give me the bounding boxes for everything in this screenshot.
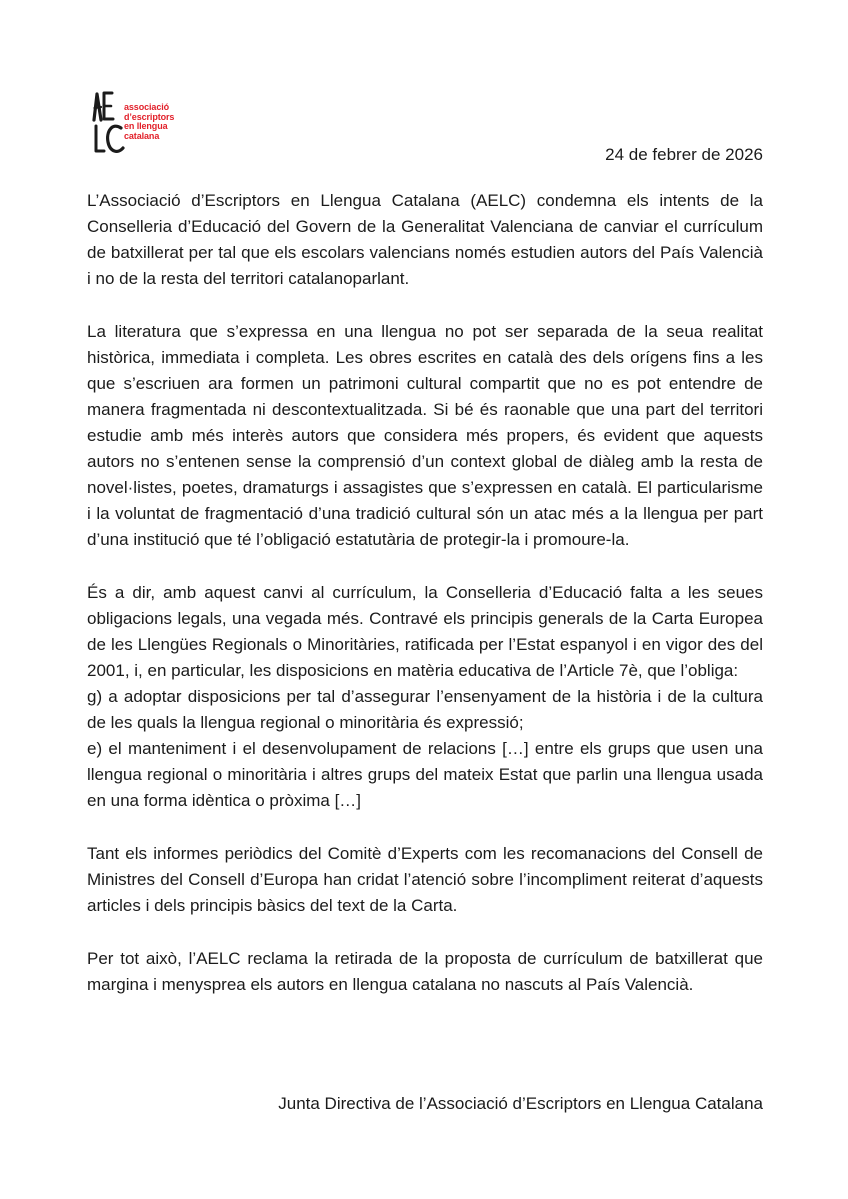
paragraph-article-g: g) a adoptar disposicions per tal d’assegurar l’ensenyament de la història i de la cultura de les quals la llengua regional o minoritària és expressió; — [87, 687, 763, 732]
logo-line: en llengua — [124, 121, 168, 131]
paragraph-demand: Per tot això, l’AELC reclama la retirada de la proposta de currículum de batxillerat que margina i menysprea els autors en llengua catalana no nascuts al País Valencià. — [87, 949, 763, 994]
statement-body — [87, 188, 763, 1025]
logo-line: catalana — [124, 130, 160, 141]
logo-line: d’escriptors — [124, 111, 175, 122]
aelc-logo — [88, 88, 228, 158]
paragraph-article-e: e) el manteniment i el desenvolupament de relacions […] entre els grups que usen una llengua regional o minoritària i altres grups del mateix Estat que parlin una llengua usada en una forma idèntica o pròxima […] — [87, 739, 763, 810]
logo-line: associació — [124, 102, 170, 112]
paragraph-legal-obligations: És a dir, amb aquest canvi al currículum, la Conselleria d’Educació falta a les seues obligacions legals, una vegada més. Contravé els principis generals de la Carta Europea de les Llengües Regionals o Minoritàries, ratificada per l’Estat espanyol i en vigor des del 2001, i, en particular, les disposicions en matèria educativa de l’Article 7è, que l’obliga: — [87, 583, 763, 680]
paragraph-reports: Tant els informes periòdics del Comitè d’Experts com les recomanacions del Consell de Ministres del Consell d’Europa han cridat l’atenció sobre l’incompliment reiterat d’aquests articles i dels principis bàsics del text de la Carta. — [87, 844, 763, 915]
paragraph-literature: La literatura que s’expressa en una llengua no pot ser separada de la seua realitat històrica, immediata i completa. Les obres escrites en català des dels orígens fins a les que s’escriuen ara formen un patrimoni cultural compartit que no es pot entendre de manera fragmentada ni descontextualitzada. Si bé és raonable que una part del territori estudie amb més interès autors que considera més propers, és evident que aquests autors no s’entenen sense la comprensió d’un context global de diàleg amb la resta de novel·listes, poetes, dramaturgs i assagistes que s’expressen en català. El particularisme i la voluntat de fragmentació d’una tradició cultural són un atac més a la llengua per part d’una institució que té l’obligació estatutària de protegir-la i promoure-la. — [87, 322, 763, 549]
aelc-logo-mark-icon — [88, 88, 128, 158]
aelc-logo-text — [124, 103, 174, 141]
paragraph-condemnation: L’Associació d’Escriptors en Llengua Catalana (AELC) condemna els intents de la Conselleria d’Educació del Govern de la Generalitat Valenciana de canviar el currículum de batxillerat per tal que els escolars valencians només estudien autors del País Valencià i no de la resta del territori catalanoparlant. — [87, 191, 763, 288]
signature: Junta Directiva de l’Associació d’Escriptors en Llengua Catalana — [278, 1094, 763, 1113]
document-date: 24 de febrer de 2026 — [605, 145, 763, 164]
